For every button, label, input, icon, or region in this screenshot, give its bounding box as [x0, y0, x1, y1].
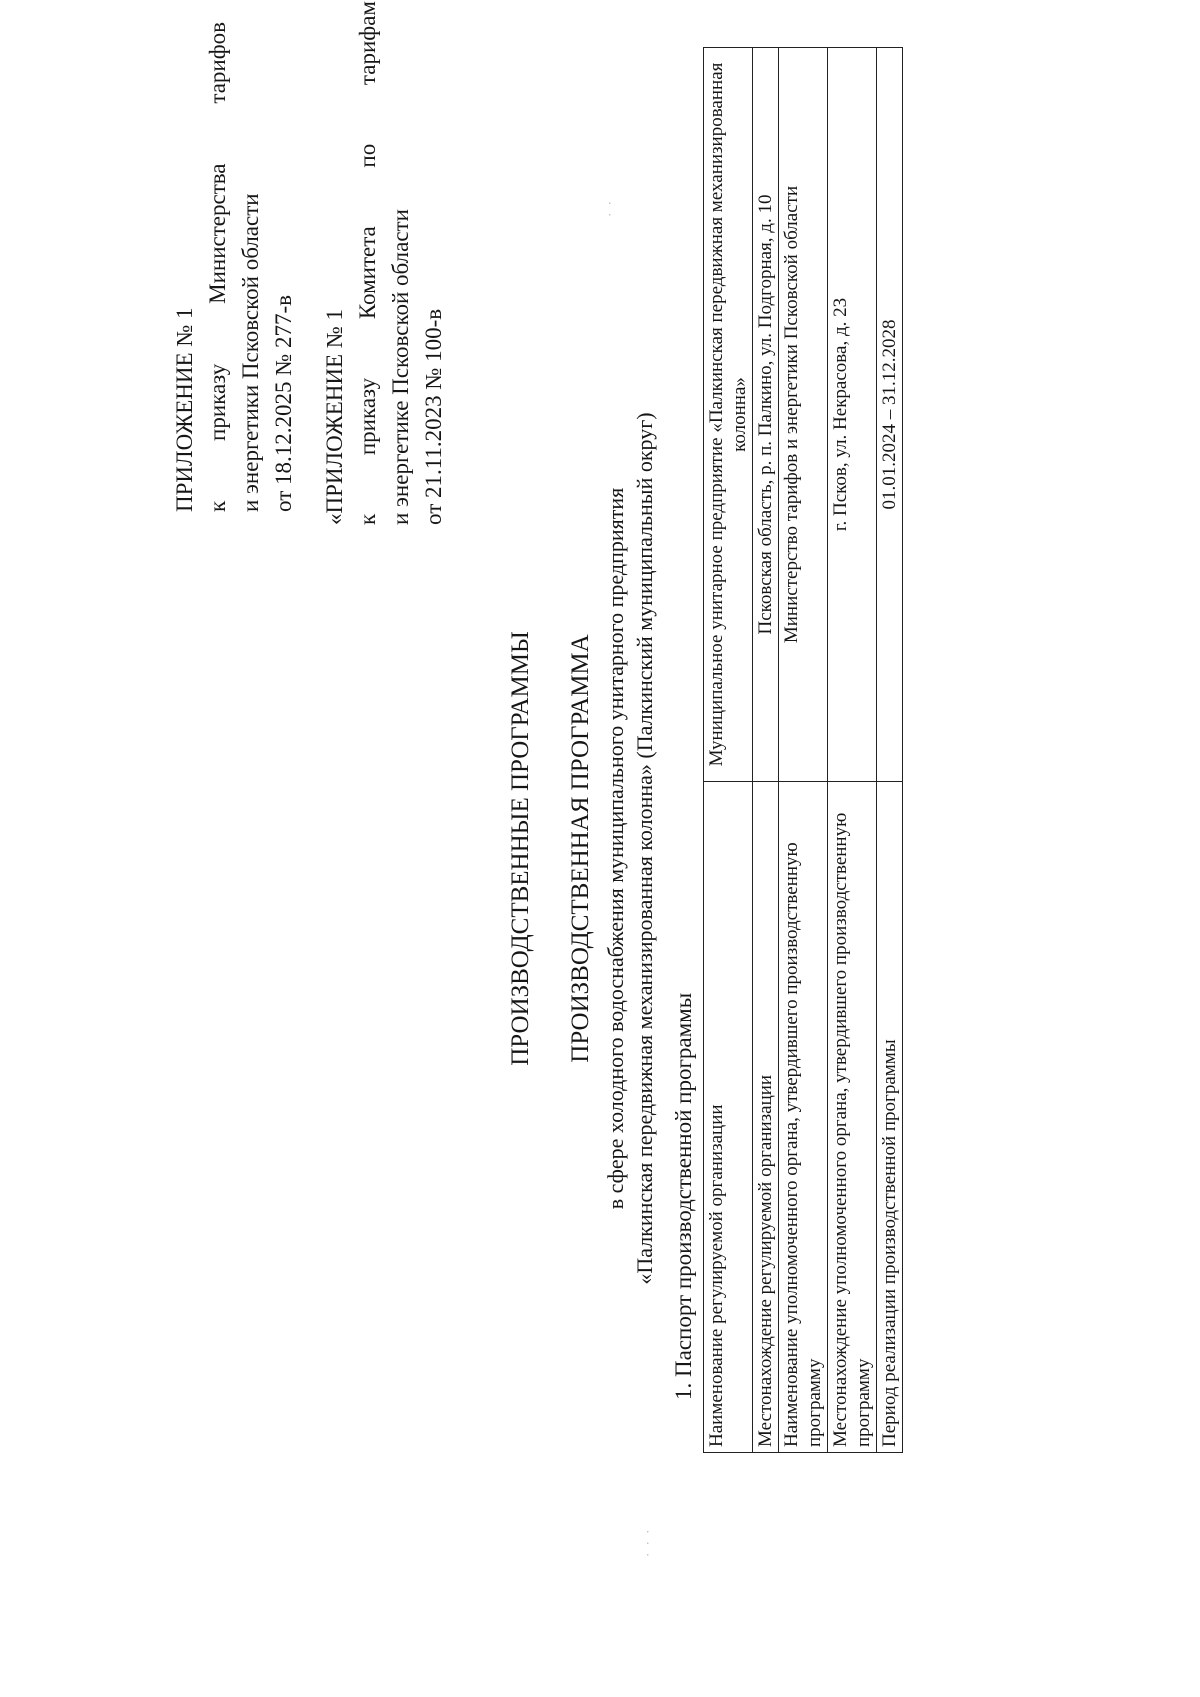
appendix-date-line: от 21.11.2023 № 100-в	[421, 308, 446, 525]
row-label: Период реализации производственной программы	[877, 782, 903, 1453]
program-organization-subtitle: «Палкинская передвижная механизированная колонна» (Палкинский муниципальный округ)	[632, 412, 657, 1285]
row-value: Псковская область, р. п. Палкино, ул. Подгорная, д. 10	[753, 48, 779, 782]
row-label: Наименование регулируемой организации	[704, 782, 753, 1453]
program-heading: ПРОИЗВОДСТВЕННАЯ ПРОГРАММА	[567, 634, 594, 1063]
appendix-note-previous	[318, 1, 450, 525]
row-label: Местонахождение уполномоченного органа, утвердившего производственную программу	[828, 782, 877, 1453]
section-title: 1. Паспорт производственной программы	[671, 992, 696, 1400]
row-value: Муниципальное унитарное предприятие «Палкинская передвижная механизированная колонна»	[704, 48, 753, 782]
table-row	[779, 48, 828, 1453]
appendix-word: к	[205, 500, 230, 512]
scan-speck: · · ·	[640, 1527, 655, 1557]
document-heading: ПРОИЗВОДСТВЕННЫЕ ПРОГРАММЫ	[507, 631, 534, 1066]
row-label: Наименование уполномоченного органа, утвердившего производственную программу	[779, 782, 828, 1453]
appendix-title: «ПРИЛОЖЕНИЕ № 1	[322, 308, 347, 525]
appendix-word: приказу	[355, 377, 380, 456]
row-value: г. Псков, ул. Некрасова, д. 23	[828, 48, 877, 782]
row-label: Местонахождение регулируемой организации	[753, 782, 779, 1453]
appendix-word: к	[355, 513, 380, 525]
scan-speck: · ·	[602, 199, 617, 217]
appendix-word: тарифам	[355, 1, 380, 86]
appendix-order-line	[201, 22, 234, 512]
appendix-authority-line: и энергетики Псковской области	[238, 193, 263, 512]
table-row	[753, 48, 779, 1453]
row-value: Министерство тарифов и энергетики Псковской области	[779, 48, 828, 782]
table-row	[704, 48, 753, 1453]
table-row	[828, 48, 877, 1453]
passport-table	[703, 47, 903, 1453]
appendix-word: Министерства	[205, 163, 230, 304]
table-row	[877, 48, 903, 1453]
appendix-word: Комитета	[355, 226, 380, 320]
appendix-date-line: от 18.12.2025 № 277-в	[271, 295, 296, 512]
program-subtitle: в сфере холодного водоснабжения муниципального унитарного предприятия	[603, 487, 628, 1210]
row-value: 01.01.2024 – 31.12.2028	[877, 48, 903, 782]
appendix-note-current	[168, 22, 300, 512]
appendix-title: ПРИЛОЖЕНИЕ № 1	[172, 307, 197, 512]
appendix-word: приказу	[205, 363, 230, 441]
appendix-authority-line: и энергетике Псковской области	[388, 209, 413, 525]
appendix-word: тарифов	[205, 22, 230, 104]
appendix-order-line	[351, 1, 384, 525]
appendix-word: по	[355, 143, 380, 168]
